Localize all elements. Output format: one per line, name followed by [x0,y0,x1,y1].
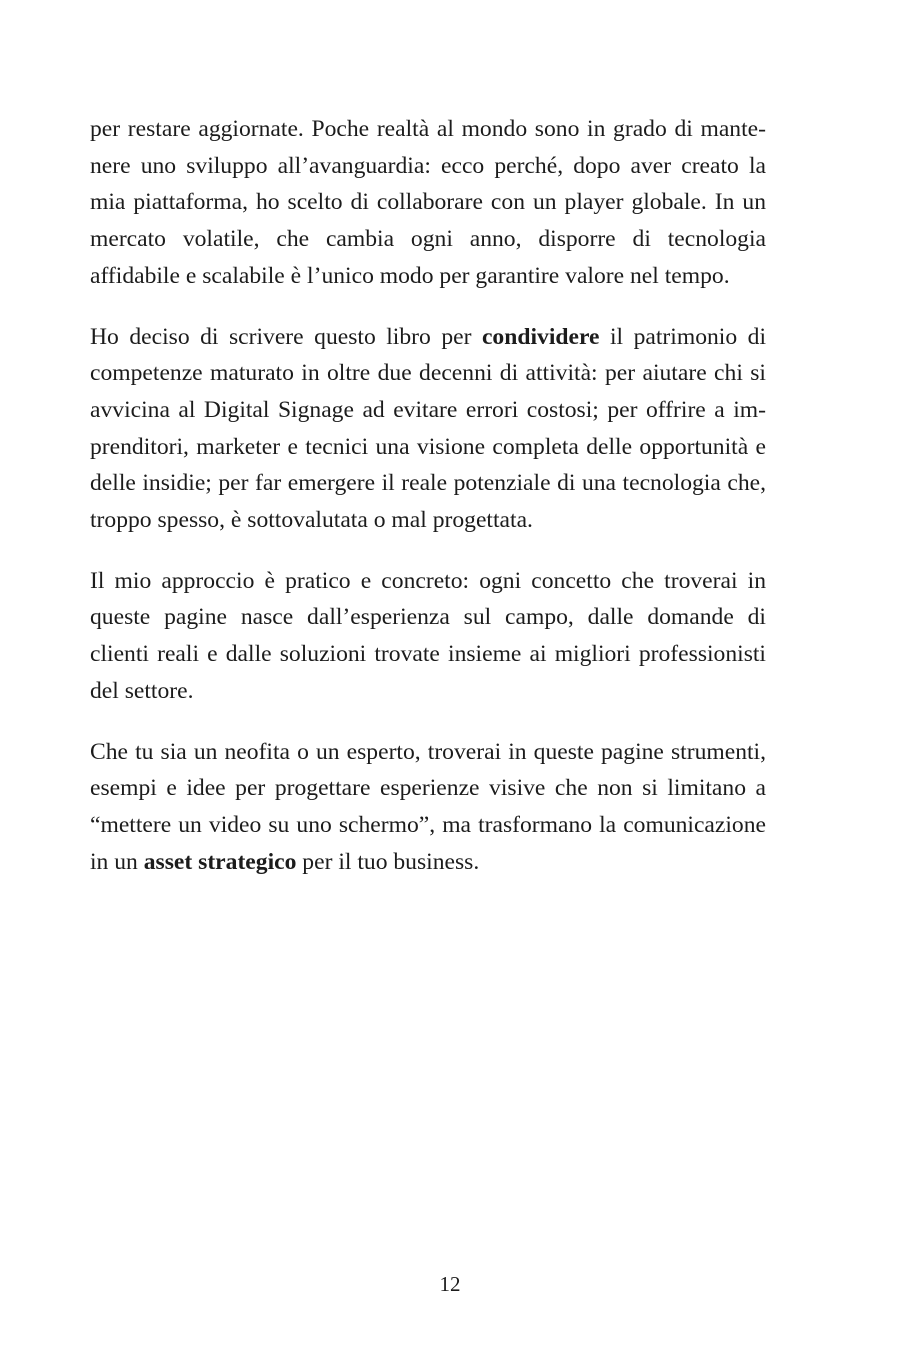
body-text [90,111,766,904]
paragraph-3 [90,563,766,710]
text-run: per il tuo business. [296,848,480,875]
paragraph-1 [90,111,766,295]
bold-phrase: condividere [481,323,600,350]
text-run: Ho deciso di scrivere questo libro per [90,323,482,350]
page-number: 12 [439,1272,461,1296]
bold-phrase: asset strategico [143,848,297,875]
paragraph-2 [90,319,766,539]
text-run: per restare aggiornate. Poche realtà al mondo sono in grado di mantenere uno sviluppo all’avanguardia: ecco perché, dopo aver creato la mia piattaforma, ho scelto di collaborare con un player globale. In un mercato volatile, che cambia ogni anno, disporre di tecnologia affidabile e scalabile è l’unico modo per garantire valore nel tempo. [90,116,766,289]
text-run: Il mio approccio è pratico e concreto: ogni concetto che troverai in queste pagine nasce dall’esperienza sul campo, dalle domande di clienti reali e dalle soluzioni trovate insieme ai migliori professionisti del settore. [90,567,766,704]
text-run: il patrimonio di competenze maturato in oltre due decenni di attività: per aiutare chi si avvicina al Digital Signage ad evitare errori costosi; per offrire a imprenditori, marketer e tecnici una visione completa delle opportunità e delle insidie; per far emergere il reale potenziale di una tecnologia che, troppo spesso, è sottovalutata o mal progettata. [90,323,766,534]
paragraph-4 [90,734,766,881]
text-run: Che tu sia un neofita o un esperto, troverai in queste pagine strumenti, esempi e idee per progettare esperienze visive che non si limitano a “mettere un video su uno schermo”, ma trasformano la comunicazione in un [90,738,766,875]
